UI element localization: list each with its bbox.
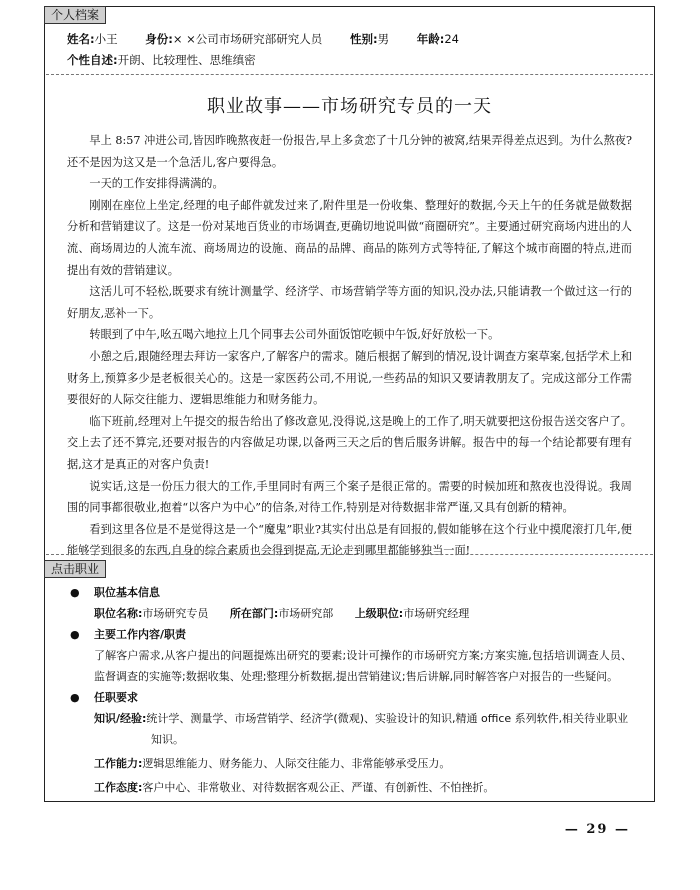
duty-heading: ● 主要工作内容/职责 <box>67 624 632 645</box>
story-paragraph: 看到这里各位是不是觉得这是一个“魔鬼”职业?其实付出总是有回报的,假如能够在这个行业中摸爬滚打几年,便能够学到很多的东西,自身的综合素质也会得到提高,无论走到哪里都能够独当一面! <box>67 522 632 558</box>
job-section-tag: 点击职业 <box>44 560 106 578</box>
duty-text: 了解客户需求,从客户提出的问题提炼出研究的要素;设计可操作的市场研究方案;方案实施,包括培训调查人员、监督调查的实施等;数据收集、处理;整理分析数据,提出营销建议;售后讲解,同时解答客户对报告的一些疑问。 <box>94 649 632 683</box>
requirements-heading: ● 任职要求 <box>67 687 632 708</box>
divider <box>46 554 653 555</box>
story-paragraph: 刚刚在座位上坐定,经理的电子邮件就发过来了,附件里是一份收集、整理好的数据,今天上午的任务就是做数据分析和营销建议了。这是一份对某地百货业的市场调查,更确切地说叫做“商圈研究”。主要通过研究商场内进出的人流、商场周边的人流车流、商场周边的设施、商品的品牌、商品的陈列方式等特征,了解这个城市商圈的特点,进而提出有效的营销建议。 <box>67 198 632 277</box>
bullet-icon: ● <box>70 586 80 599</box>
attitude-row: 工作态度:客户中心、非常敬业、对待数据客观公正、严谨、有创新性、不怕挫折。 <box>94 781 495 794</box>
story-paragraph: 小憩之后,跟随经理去拜访一家客户,了解客户的需求。随后根据了解到的情况,设计调查方案草案,包括学术上和财务上,预算多少是老板很关心的。这是一家医药公司,不用说,一些药品的知识又要请教朋友了。完成这部分工作需要很好的人际交往能力、逻辑思维能力和财务能力。 <box>67 349 632 407</box>
profile-row <box>67 31 483 47</box>
story-paragraph: 这活儿可不轻松,既要求有统计测量学、经济学、市场营销学等方面的知识,没办法,只能请教一个做过这一行的好朋友,恶补一下。 <box>67 285 632 320</box>
story-paragraph: 一天的工作安排得满满的。 <box>89 177 224 191</box>
profile-gender: 性别:男 <box>349 32 390 46</box>
knowledge-row: 知识/经验:统计学、测量学、市场营销学、经济学(微观)、实验设计的知识,精通 office 系列软件,相关待业职业知识。 <box>94 712 629 746</box>
bullet-icon: ● <box>70 691 80 704</box>
basic-info-row: 职位名称:市场研究专员 所在部门:市场研究部 上级职位:市场研究经理 <box>94 607 470 620</box>
profile-self-desc: 个性自述:开朗、比较理性、思维缜密 <box>67 53 256 67</box>
story-body <box>67 130 632 562</box>
profile-section-tag: 个人档案 <box>44 6 106 24</box>
basic-info-heading: ● 职位基本信息 <box>67 582 632 603</box>
story-paragraph: 临下班前,经理对上午提交的报告给出了修改意见,没得说,这是晚上的工作了,明天就要把这份报告送交客户了。交上去了还不算完,还要对报告的内容做足功课,以备两三天之后的售后服务讲解。报告中的每一个结论都要有理有据,这才是真正的对客户负责! <box>67 414 632 471</box>
page-number: — 29 — <box>564 822 630 837</box>
job-info <box>67 582 632 798</box>
story-paragraph: 转眼到了中午,吆五喝六地拉上几个同事去公司外面饭馆吃顿中午饭,好好放松一下。 <box>89 328 500 342</box>
story-title: 职业故事——市场研究专员的一天 <box>207 96 492 117</box>
story-paragraph: 说实话,这是一份压力很大的工作,手里同时有两三个案子是很正常的。需要的时候加班和熬夜也没得说。我周围的同事都很敬业,抱着“以客户为中心”的信条,对待工作,特别是对待数据非常严谨,又具有创新的精神。 <box>67 479 632 515</box>
profile-identity: 身份:× ×公司市场研究部研究人员 <box>145 32 323 46</box>
profile-name: 姓名:小王 <box>67 32 118 46</box>
divider <box>46 74 653 75</box>
profile-age: 年龄:24 <box>416 32 459 46</box>
bullet-icon: ● <box>70 628 80 641</box>
story-paragraph: 早上 8:57 冲进公司,皆因昨晚熬夜赶一份报告,早上多贪恋了十几分钟的被窝,结果弄得差点迟到。为什么熬夜?还不是因为这又是一个急活儿,客户要得急。 <box>67 134 632 169</box>
ability-row: 工作能力:逻辑思维能力、财务能力、人际交往能力、非常能够承受压力。 <box>94 757 451 770</box>
